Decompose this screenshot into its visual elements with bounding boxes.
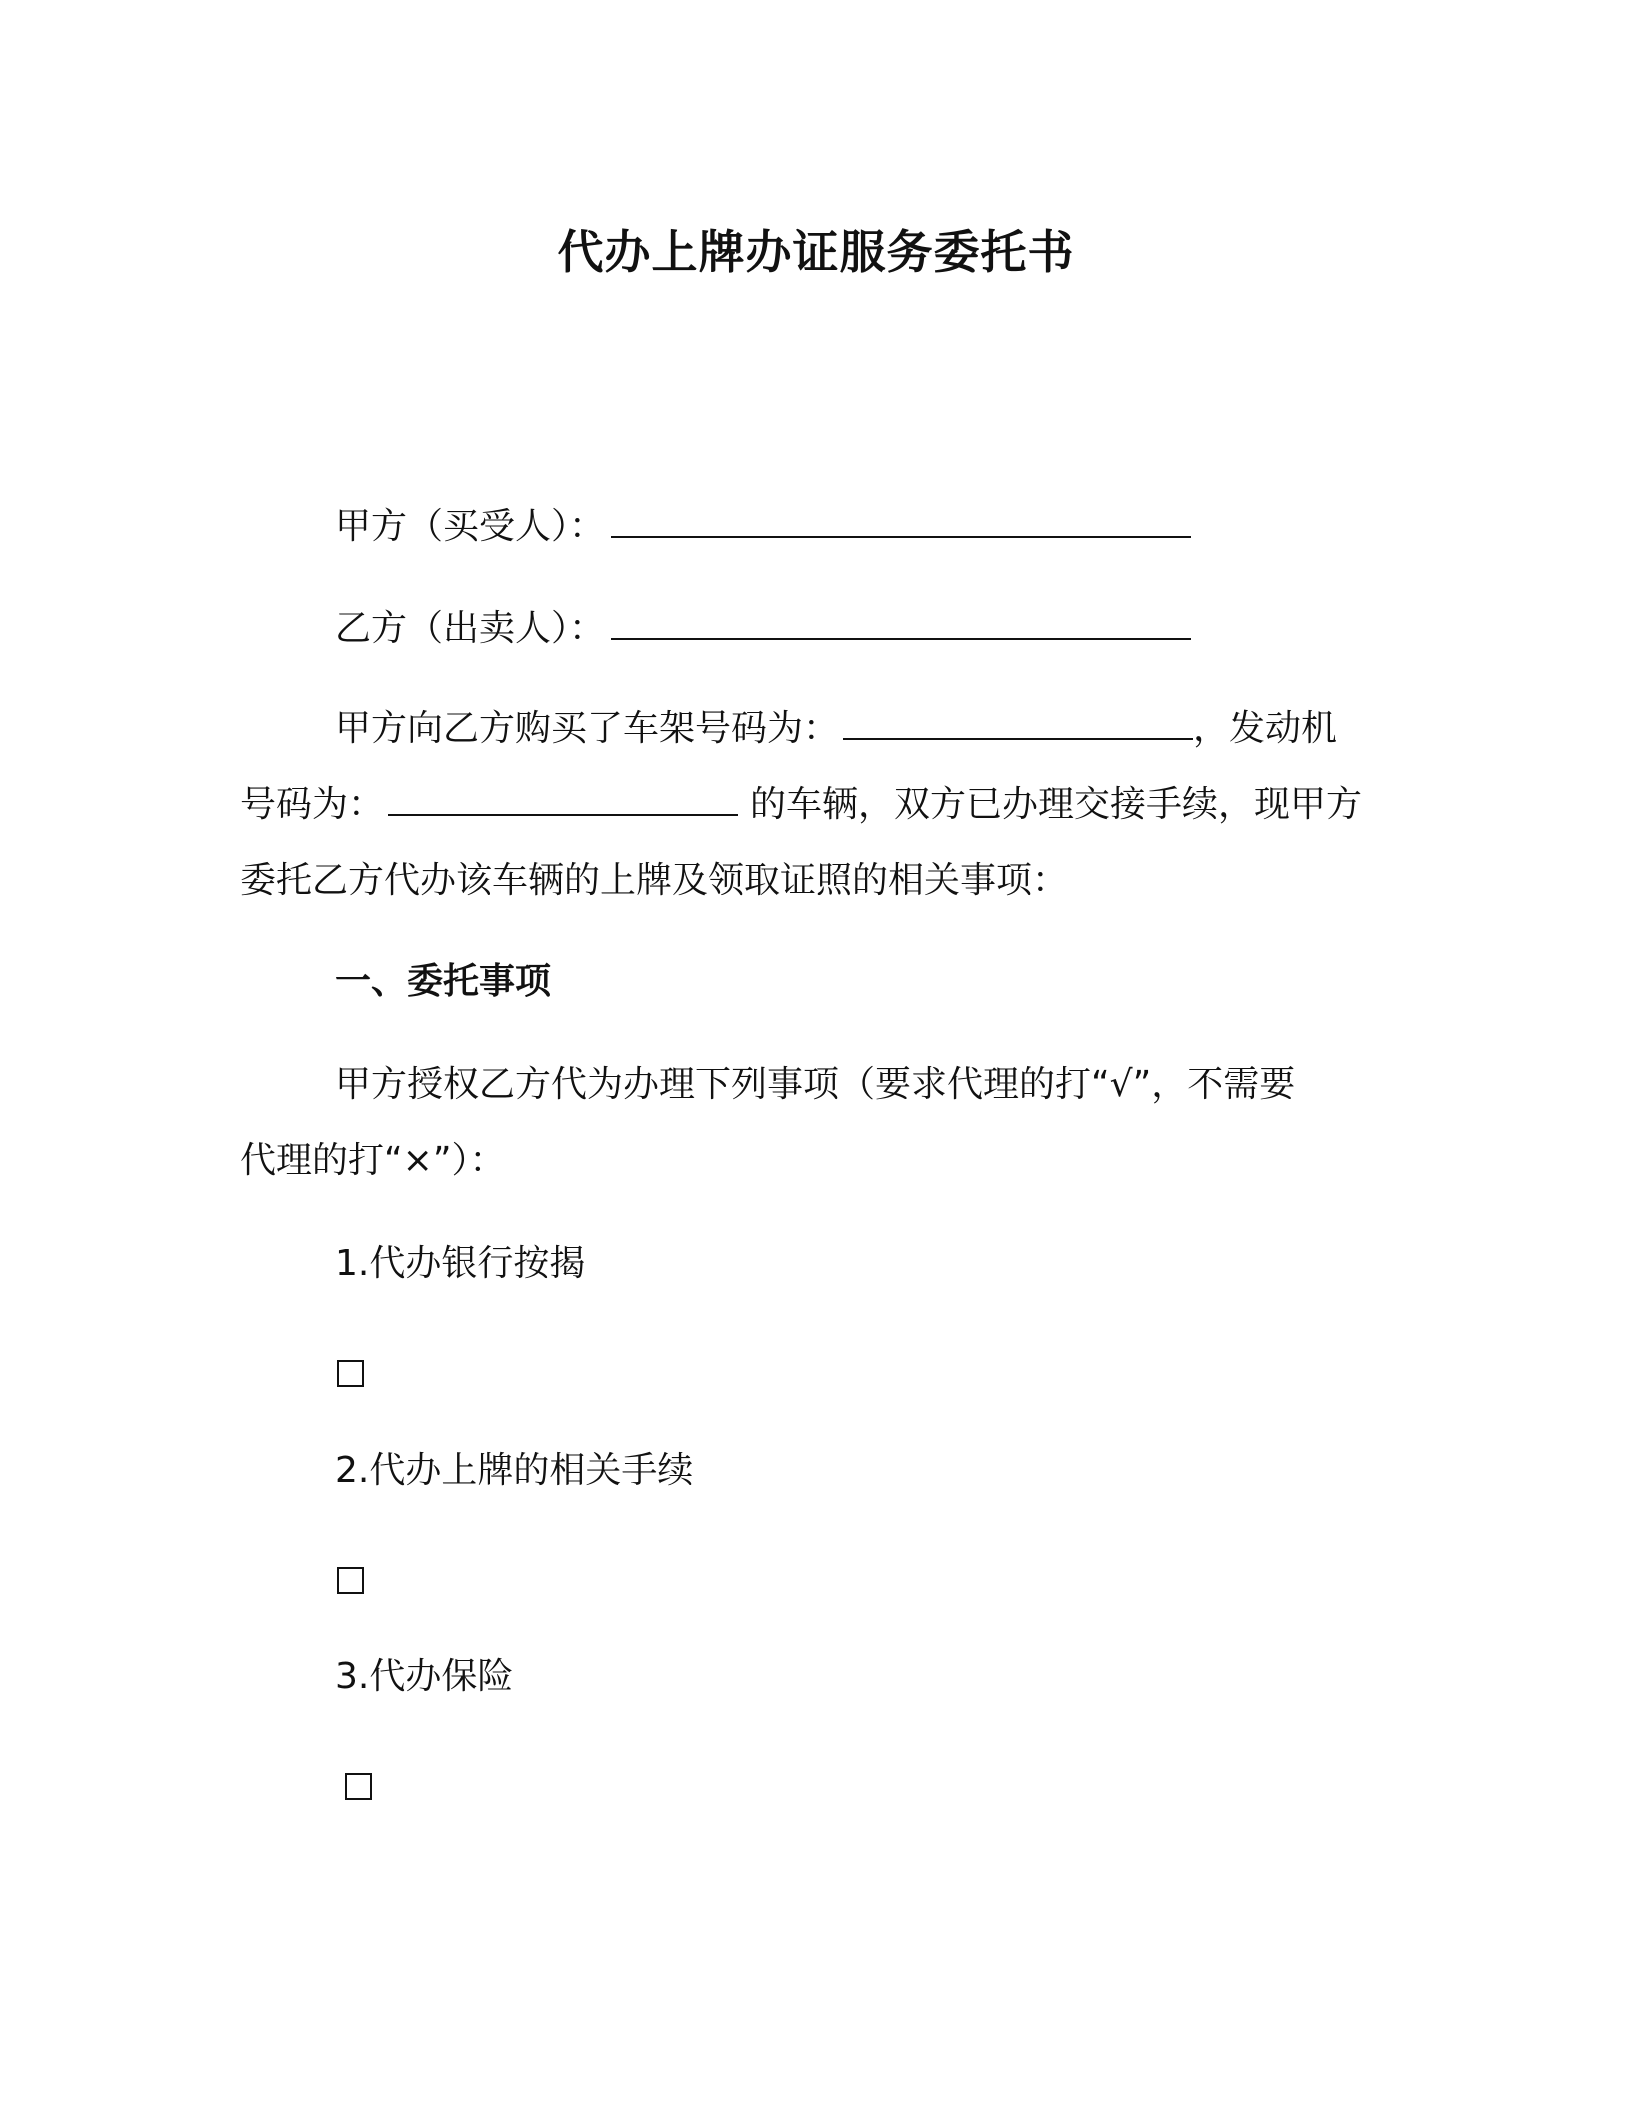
paragraph-line-1	[335, 705, 1337, 753]
paragraph-line-3: 委托乙方代办该车辆的上牌及领取证照的相关事项：	[240, 860, 1069, 901]
instruction-line-2: 代理的打“×”）：	[240, 1140, 506, 1181]
document-title: 代办上牌办证服务委托书	[557, 225, 1075, 279]
item-3-label: 3.代办保险	[335, 1656, 514, 1697]
party-a-blank[interactable]	[611, 506, 1191, 538]
section-heading: 一、委托事项	[335, 961, 552, 1002]
item-1-checkbox[interactable]	[337, 1360, 364, 1387]
paragraph-line-2	[240, 781, 1362, 829]
item-2-label: 2.代办上牌的相关手续	[335, 1450, 694, 1491]
party-a-label: 甲方（买受人）：	[335, 506, 606, 547]
paragraph-line-2-text: 的车辆，双方已办理交接手续，现甲方	[750, 784, 1363, 825]
item-3-checkbox[interactable]	[345, 1773, 372, 1800]
vin-label: 甲方向乙方购买了车架号码为：	[335, 708, 840, 749]
instruction-line-1: 甲方授权乙方代为办理下列事项（要求代理的打“√”，不需要	[335, 1064, 1296, 1105]
engine-label: 号码为：	[240, 784, 385, 825]
party-b-blank[interactable]	[611, 608, 1191, 640]
engine-number-blank[interactable]	[388, 784, 738, 816]
party-a-row	[335, 503, 1191, 551]
vin-blank[interactable]	[843, 708, 1193, 740]
party-b-label: 乙方（出卖人）：	[335, 608, 606, 649]
item-2-checkbox[interactable]	[337, 1567, 364, 1594]
engine-label-start: ，发动机	[1193, 708, 1338, 749]
item-1-label: 1.代办银行按揭	[335, 1243, 586, 1284]
party-b-row	[335, 605, 1191, 653]
